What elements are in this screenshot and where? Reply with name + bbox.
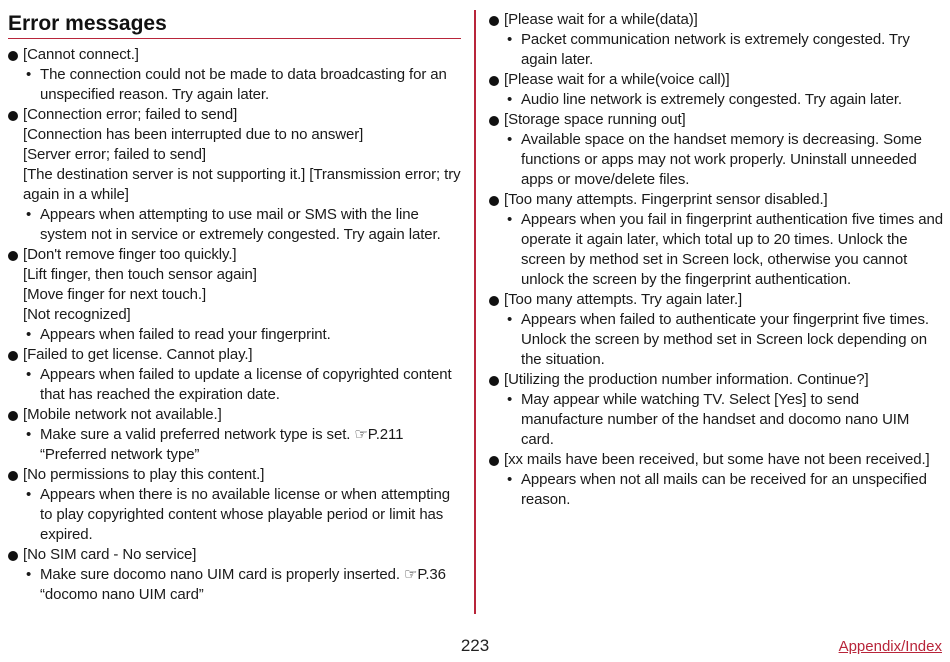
error-description [489,470,945,510]
bullet-dot-icon [489,76,499,86]
error-message-heading [489,190,945,210]
bullet-icon: • [507,311,513,328]
error-message-text: [Lift finger, then touch sensor again] [23,266,257,283]
bullet-dot-icon [489,196,499,206]
error-description-text: The connection could not be made to data broadcasting for an unspecified reason. Try again later. [40,66,447,103]
title-underline [8,38,461,39]
error-entry [489,450,945,510]
error-entry [8,345,463,405]
page-title: Error messages [8,12,167,35]
error-message-heading [8,45,463,65]
error-description [489,90,945,110]
right-entry-list [489,10,945,510]
error-description-text: Appears when failed to read your fingerprint. [40,326,331,343]
error-entry [8,465,463,545]
error-entry [8,45,463,105]
error-description-text: Packet communication network is extremely congested. Try again later. [521,31,910,68]
error-message-heading [489,110,945,130]
appendix-index-link[interactable]: Appendix/Index [838,638,942,655]
error-entry [8,545,463,605]
error-description-text: May appear while watching TV. Select [Yes] to send manufacture number of the handset and docomo nano UIM card. [521,391,910,448]
error-description-text: Appears when not all mails can be received for an unspecified reason. [521,471,927,508]
error-message-heading [489,450,945,470]
error-message-heading [489,290,945,310]
error-description [8,485,463,545]
bullet-icon: • [507,131,513,148]
column-divider [474,10,476,614]
error-message-text: [Too many attempts. Fingerprint sensor disabled.] [504,191,828,208]
bullet-dot-icon [489,16,499,26]
error-entry [489,370,945,450]
bullet-icon: • [507,471,513,488]
error-entry [489,290,945,370]
error-description-text: Appears when you fail in fingerprint authentication five times and operate it again later, which total up to 20 times. Unlock the screen by method set in Screen lock, otherwise you cannot unlock the screen by the fingerprint authentication. [521,211,943,288]
error-description [8,65,463,105]
error-description-text: Appears when failed to update a license of copyrighted content that has reached the expiration date. [40,366,452,403]
left-entry-list [8,45,463,605]
bullet-icon: • [507,91,513,108]
bullet-icon: • [26,366,32,383]
right-column [489,10,945,510]
bullet-dot-icon [8,471,18,481]
error-message-text: [Mobile network not available.] [23,406,222,423]
error-description-text: Appears when failed to authenticate your fingerprint five times. Unlock the screen by method set in Screen lock depending on the situation. [521,311,929,368]
error-description [8,325,463,345]
error-entry [489,190,945,290]
bullet-dot-icon [489,116,499,126]
error-description-text: Make sure a valid preferred network type is set. ☞P.211 “Preferred network type” [40,426,404,463]
error-message-heading [489,10,945,30]
bullet-icon: • [26,566,32,583]
error-description [489,310,945,370]
error-message-text: [Move finger for next touch.] [23,286,207,303]
error-entry [8,405,463,465]
bullet-icon: • [26,66,32,83]
error-message-text: [Don't remove finger too quickly.] [23,246,237,263]
error-description [8,205,463,245]
error-description [489,210,945,290]
error-message-text: [Cannot connect.] [23,46,139,63]
error-message-heading [8,465,463,485]
error-description [489,130,945,190]
bullet-dot-icon [8,251,18,261]
bullet-icon: • [26,426,32,443]
error-description [8,565,463,605]
bullet-dot-icon [8,551,18,561]
page-number: 223 [460,636,490,655]
error-entry [489,70,945,110]
bullet-icon: • [26,326,32,343]
error-message-text: [Storage space running out] [504,111,686,128]
bullet-dot-icon [489,296,499,306]
error-entry [489,110,945,190]
error-description [489,30,945,70]
error-description-text: Available space on the handset memory is decreasing. Some functions or apps may not work properly. Uninstall unneeded apps or move/delete files. [521,131,922,188]
error-message-text: [xx mails have been received, but some have not been received.] [504,451,930,468]
bullet-dot-icon [8,51,18,61]
bullet-icon: • [26,486,32,503]
bullet-icon: • [507,211,513,228]
error-description [8,425,463,465]
error-message-text: [No permissions to play this content.] [23,466,265,483]
bullet-icon: • [507,31,513,48]
error-message-text: [Connection has been interrupted due to no answer] [23,126,364,143]
error-message-text: [Too many attempts. Try again later.] [504,291,743,308]
error-message-text: [Please wait for a while(voice call)] [504,71,730,88]
error-message-text: [Utilizing the production number information. Continue?] [504,371,869,388]
left-column [8,0,463,605]
error-message-text: [Connection error; failed to send] [23,106,238,123]
error-message-text: [Not recognized] [23,306,131,323]
error-message-text: [Failed to get license. Cannot play.] [23,346,253,363]
error-message-heading [489,70,945,90]
error-message-heading [489,370,945,390]
error-message-text: [No SIM card - No service] [23,546,197,563]
error-message-heading [8,245,463,325]
error-message-heading [8,105,463,205]
error-description [8,365,463,405]
bullet-dot-icon [8,111,18,121]
error-message-text: [Server error; failed to send] [23,146,206,163]
error-description-text: Make sure docomo nano UIM card is properly inserted. ☞P.36 “docomo nano UIM card” [40,566,446,603]
error-entry [8,245,463,345]
bullet-dot-icon [489,456,499,466]
error-description-text: Appears when attempting to use mail or SMS with the line system not in service or extremely congested. Try again later. [40,206,441,243]
error-message-heading [8,545,463,565]
error-entry [8,105,463,245]
bullet-dot-icon [8,351,18,361]
error-message-heading [8,345,463,365]
bullet-icon: • [26,206,32,223]
error-entry [489,10,945,70]
error-description [489,390,945,450]
error-message-text: [The destination server is not supporting it.] [Transmission error; try again in a while] [23,166,461,203]
bullet-dot-icon [8,411,18,421]
error-message-text: [Please wait for a while(data)] [504,11,698,28]
bullet-dot-icon [489,376,499,386]
error-description-text: Appears when there is no available license or when attempting to play copyrighted content whose playable period or limit has expired. [40,486,450,543]
bullet-icon: • [507,391,513,408]
error-description-text: Audio line network is extremely congested. Try again later. [521,91,902,108]
error-message-heading [8,405,463,425]
